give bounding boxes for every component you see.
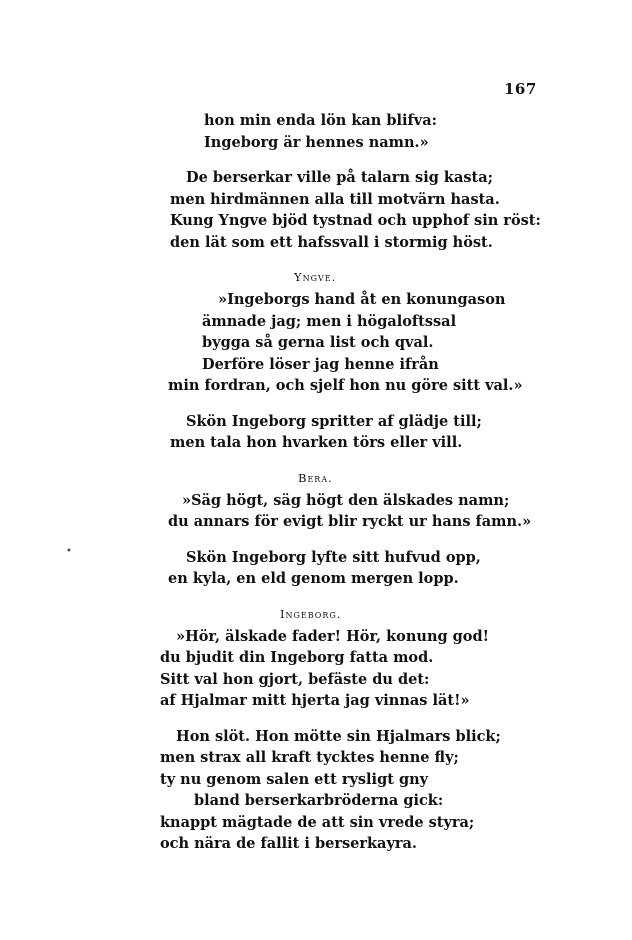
verse-line: men hirdmännen alla till motvärn hasta. bbox=[170, 190, 500, 208]
verse-line: Ingeborg är hennes namn.» bbox=[204, 133, 429, 151]
speaker-yngve: Yngve. bbox=[294, 270, 337, 284]
verse-line: hon min enda lön kan blifva: bbox=[204, 112, 437, 129]
verse-line: ty nu genom salen ett rysligt gny bbox=[160, 770, 429, 788]
verse-line: och nära de fallit i berserkayra. bbox=[160, 835, 417, 852]
verse-line: du annars för evigt blir ryckt ur hans famn.» bbox=[168, 513, 532, 530]
verse-line: Hon slöt. Hon mötte sin Hjalmars blick; bbox=[176, 727, 501, 745]
speaker-bera: Bera. bbox=[298, 470, 333, 485]
verse-line: »Ingeborgs hand åt en konungason bbox=[218, 291, 506, 308]
verse-line: min fordran, och sjelf hon nu göre sitt val.» bbox=[168, 377, 523, 394]
verse-line: af Hjalmar mitt hjerta jag vinnas lät!» bbox=[160, 692, 470, 709]
verse-line: Derföre löser jag henne ifrån bbox=[202, 355, 439, 373]
verse-line: Sitt val hon gjort, befäste du det: bbox=[160, 670, 430, 688]
verse-line: men tala hon hvarken törs eller vill. bbox=[170, 434, 463, 451]
verse-line: De berserkar ville på talarn sig kasta; bbox=[186, 169, 493, 186]
poem-text bbox=[160, 110, 540, 855]
verse-line: Skön Ingeborg spritter af glädje till; bbox=[186, 412, 482, 430]
margin-dot: • bbox=[66, 546, 72, 557]
verse-line: bland berserkarbröderna gick: bbox=[194, 792, 444, 809]
verse-line: Skön Ingeborg lyfte sitt hufvud opp, bbox=[186, 548, 481, 566]
verse-line: Kung Yngve bjöd tystnad och upphof sin röst: bbox=[170, 212, 541, 229]
verse-line: ämnade jag; men i högaloftssal bbox=[202, 312, 457, 330]
verse-line: bygga så gerna list och qval. bbox=[202, 334, 434, 351]
verse-line: »Säg högt, säg högt den älskades namn; bbox=[182, 491, 510, 509]
verse-line: knappt mägtade de att sin vrede styra; bbox=[160, 813, 475, 831]
verse-line: »Hör, älskade fader! Hör, konung god! bbox=[176, 627, 489, 645]
page-number: 167 bbox=[504, 80, 537, 98]
verse-line: men strax all kraft tycktes henne fly; bbox=[160, 749, 459, 766]
verse-line: en kyla, en eld genom mergen lopp. bbox=[168, 570, 459, 587]
verse-line: den lät som ett hafssvall i stormig höst. bbox=[170, 233, 493, 251]
speaker-ingeborg: Ingeborg. bbox=[280, 606, 342, 621]
verse-line: du bjudit din Ingeborg fatta mod. bbox=[160, 649, 434, 666]
